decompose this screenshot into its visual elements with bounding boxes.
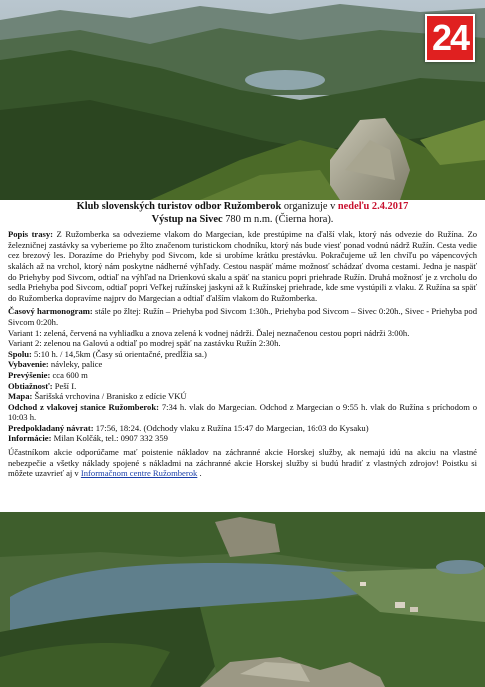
event-title: Výstup na Sivec — [151, 213, 223, 225]
schedule-text: stále po žltej: Ružín – Priehyba pod Sivcom 1:30h., Priehyba pod Sivcom – Sivec 0:20h., Sivec - Priehyba pod Sivcom 0:20h. — [8, 306, 477, 327]
departure — [8, 402, 477, 423]
difficulty — [8, 381, 477, 392]
return — [8, 423, 477, 434]
schedule — [8, 306, 477, 327]
insurance-notice — [8, 447, 477, 479]
variant-2: Variant 2: zelenou na Galovú a odtiaľ po modrej späť na zastávku Ružín 2:30h. — [8, 338, 281, 349]
route-label: Popis trasy: — [8, 229, 54, 240]
event-date: nedeľu 2.4.2017 — [337, 201, 409, 212]
variant-1: Variant 1: zelená, červená na vyhliadku a znova zelená k vodnej nádrži. Ďalej neznačenou cestou popri nádrži 3:00h. — [8, 327, 410, 338]
info-centre-link[interactable]: Informačnom centre Ružomberok — [80, 468, 198, 479]
event-description — [0, 201, 485, 512]
total — [8, 349, 477, 360]
organizer: Klub slovenských turistov odbor Ružomberok — [76, 201, 282, 212]
equipment-label: Vybavenie: — [8, 359, 49, 370]
elevation-label: Prevýšenie: — [8, 369, 51, 380]
site-logo[interactable]: 24 — [425, 14, 475, 62]
elevation-text: cca 600 m — [50, 369, 88, 380]
map-text: Šarišská vrchovina / Branisko z edície VKÚ — [32, 391, 187, 402]
organizer-verb: organizuje v — [281, 201, 338, 212]
return-label: Predpokladaný návrat: — [8, 422, 94, 433]
top-landscape-photo — [0, 0, 485, 200]
schedule-label: Časový harmonogram: — [8, 306, 93, 317]
event-title-rest: 780 m n.m. (Čierna hora). — [222, 213, 334, 225]
difficulty-text: Peší I. — [52, 380, 77, 391]
difficulty-label: Obtiažnosť: — [8, 380, 53, 391]
notice-text: Účastníkom akcie odporúčame mať poistenie nákladov na záchranné akcie Horskej služby, ak nemajú idú na akciu na vlastné nebezpečie a všetky náklady spojené s nákladmi na záchranné akcie Horskej služby si budú hradiť z vlastných zdrojov! Poistku si môžete uzavrieť aj v — [8, 447, 477, 479]
notice-end: . — [197, 468, 202, 479]
departure-text: 7:34 h. vlak do Margecian. Odchod z Margecian o 9:55 h. vlak do Ružína s príchodom o 10:03 h. — [8, 401, 477, 423]
return-text: 17:56, 18:24. (Odchody vlaku z Ružína 15:47 do Margecian, 16:03 do Kysaku) — [93, 422, 369, 433]
route-description — [8, 229, 477, 303]
total-text: 5:10 h. / 14,5km (Časy sú orientačné, predĺžia sa.) — [31, 348, 207, 359]
event-headline-line1 — [8, 201, 477, 214]
map — [8, 391, 477, 402]
bottom-landscape-photo — [0, 512, 485, 687]
route-text: Z Ružomberka sa odvezieme vlakom do Margecian, kde prestúpime na ďalší vlak, ktorý nás odvezie do Ružína. Zo železničnej zastávky sa vyberieme po žlto značenom turistickom chodníku, ktorý nás bude viesť ponad vodnú nádrž Ružín. Cesta vedie cez brezový les. Dorazíme do Priehyby pod Sivcom, kde si urobíme krátku prestávku. Pokračujeme už len chvíľu po vápencových skalách až na vrchol, ktorý nám poskytne nádherné výhľady. Cestou naspäť máme možnosť schádzať dvoma cestami. Jedna je naspäť do Priehyby pod Sivcom, odtiaľ na výhľad na Drienkovú skalu a späť na stanicu popri priehrade Ružín. Druhá možnosť je z vrcholu do sedla Priehyba pod Sivcom, odtiaľ popri Veľkej ružínskej jaskyni až k Ružínskej priehrade, kde sme vystúpili z vlaku. Z Ružína sa späť do Ružomberka dopravíme najprv do Margecian a odtiaľ ďalším vlakom do Ružomberka. — [8, 229, 477, 303]
equipment-text: návleky, palice — [48, 359, 103, 370]
contact-info — [8, 433, 477, 444]
info-label: Informácie: — [8, 433, 52, 444]
departure-label: Odchod z vlakovej stanice Ružomberok: — [8, 401, 159, 412]
equipment — [8, 359, 477, 370]
elevation — [8, 370, 477, 381]
event-headline-line2 — [8, 214, 477, 227]
map-label: Mapa: — [8, 391, 33, 402]
info-text: Milan Kolčák, tel.: 0907 332 359 — [51, 433, 168, 444]
total-label: Spolu: — [8, 348, 32, 359]
